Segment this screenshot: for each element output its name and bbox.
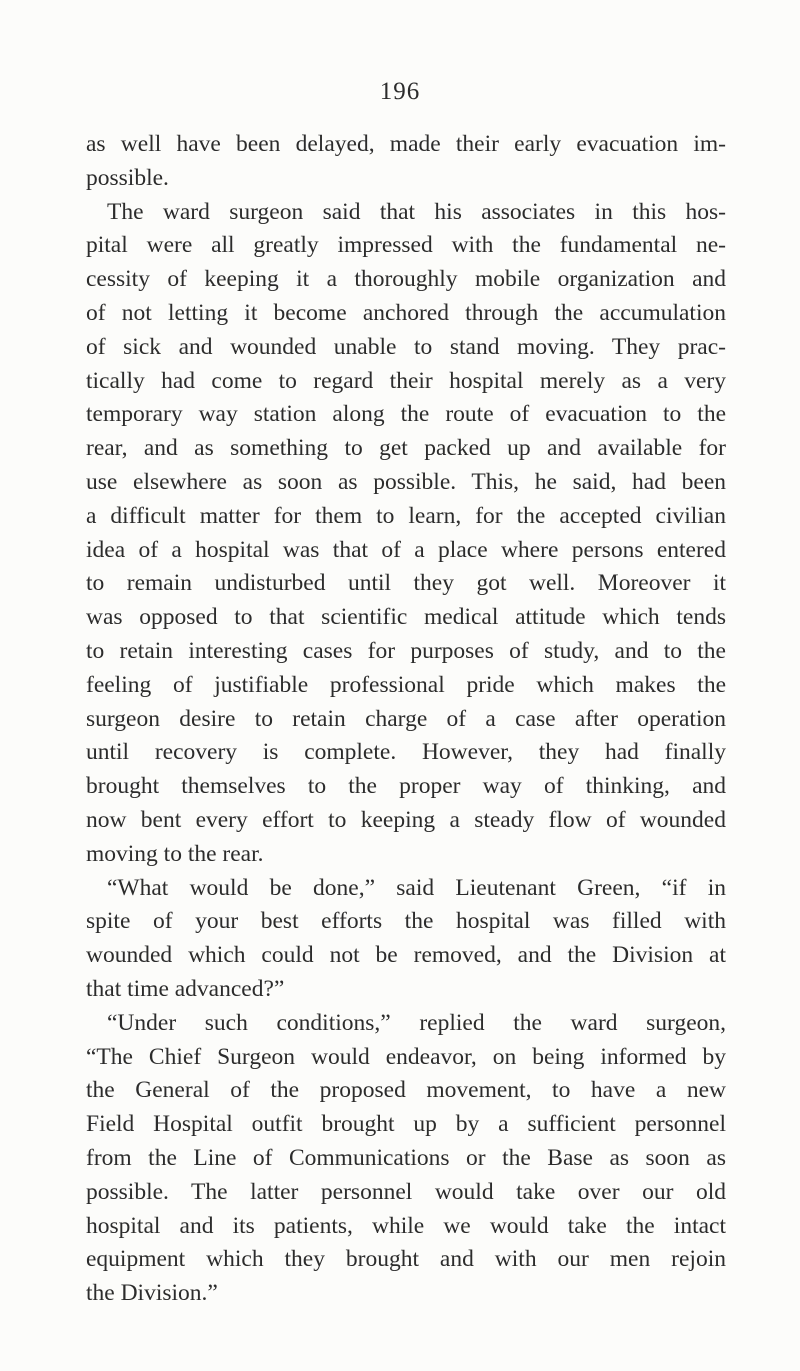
text-line: brought themselves to the proper way of thinking, and (86, 773, 726, 800)
text-line: moving to the rear. (86, 840, 264, 867)
text-line: temporary way station along the route of evacuation to the (86, 401, 726, 428)
text-line: “Under such conditions,” replied the ward surgeon, (107, 1009, 726, 1036)
text-line: feeling of justifiable professional pride which makes the (86, 671, 726, 698)
text-line: to retain interesting cases for purposes of study, and to the (86, 637, 726, 664)
text-line: of not letting it become anchored through the accumulation (86, 299, 726, 326)
text-line: the Division.” (86, 1280, 218, 1307)
body-text (86, 128, 726, 1311)
text-line: now bent every effort to keeping a steady flow of wounded (86, 806, 726, 833)
text-line: a difficult matter for them to learn, for the accepted civilian (86, 502, 726, 529)
text-line: until recovery is complete. However, they had finally (86, 739, 726, 766)
text-line: the General of the proposed movement, to have a new (86, 1077, 726, 1104)
text-line: spite of your best efforts the hospital was filled with (86, 908, 726, 935)
text-line: The ward surgeon said that his associates in this hos- (107, 198, 726, 225)
text-line: cessity of keeping it a thoroughly mobile organization and (86, 266, 726, 293)
text-line: that time advanced?” (86, 975, 285, 1002)
text-line: as well have been delayed, made their early evacuation im- (86, 131, 726, 157)
text-line: possible. (86, 164, 169, 191)
text-line: “What would be done,” said Lieutenant Green, “if in (107, 874, 726, 901)
text-line: surgeon desire to retain charge of a case after operation (86, 705, 726, 732)
text-line: hospital and its patients, while we would take the intact (86, 1212, 726, 1239)
text-line: wounded which could not be removed, and the Division at (86, 942, 726, 969)
text-line: use elsewhere as soon as possible. This, he said, had been (86, 468, 726, 495)
text-line: was opposed to that scientific medical attitude which tends (86, 604, 726, 631)
text-line: “The Chief Surgeon would endeavor, on being informed by (86, 1043, 726, 1070)
text-line: from the Line of Communications or the Base as soon as (86, 1144, 726, 1171)
text-line: idea of a hospital was that of a place where persons entered (86, 536, 726, 563)
text-line: to remain undisturbed until they got well. Moreover it (86, 570, 726, 597)
text-line: of sick and wounded unable to stand moving. They prac- (86, 333, 726, 360)
text-line: possible. The latter personnel would take over our old (86, 1178, 726, 1205)
text-line: tically had come to regard their hospital merely as a very (86, 367, 726, 394)
text-line: equipment which they brought and with our men rejoin (86, 1246, 726, 1273)
text-line: pital were all greatly impressed with the fundamental ne- (86, 232, 726, 259)
text-line: rear, and as something to get packed up and available for (86, 435, 726, 462)
text-line: Field Hospital outfit brought up by a sufficient personnel (86, 1111, 726, 1138)
page-number: 196 (379, 78, 421, 105)
